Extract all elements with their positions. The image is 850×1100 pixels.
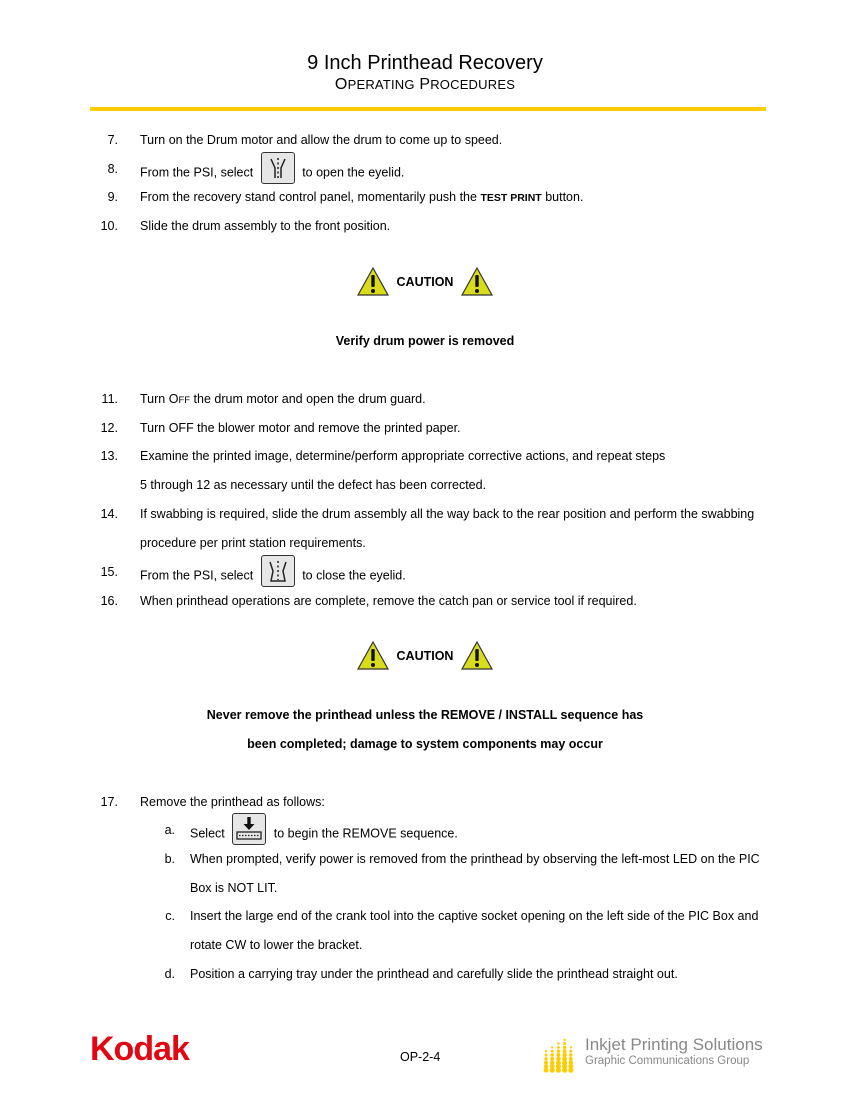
logo-dot bbox=[545, 1050, 547, 1052]
step-number: 12. bbox=[100, 421, 118, 435]
subtitle-part: ROCEDURES bbox=[430, 77, 516, 92]
step-number: 16. bbox=[100, 594, 118, 608]
step-number: 8. bbox=[107, 162, 118, 176]
page-number: OP-2-4 bbox=[400, 1050, 441, 1064]
step-text-part: the drum motor and open the drum guard. bbox=[193, 392, 426, 406]
step-number: 7. bbox=[107, 133, 118, 147]
remove-sequence-icon bbox=[233, 814, 265, 844]
logo-dot bbox=[556, 1068, 561, 1073]
step-text-part: Select bbox=[190, 826, 225, 841]
step-text-part: Turn O bbox=[140, 392, 179, 406]
step-text: Slide the drum assembly to the front position. bbox=[140, 219, 391, 233]
substep-letter: a. bbox=[164, 823, 175, 837]
step-text: Position a carrying tray under the printhead and carefully slide the printhead straight out. bbox=[190, 967, 678, 981]
step-number: 10. bbox=[100, 219, 118, 233]
eyelid-close-icon bbox=[262, 556, 294, 586]
step-text: Box is NOT LIT. bbox=[190, 881, 278, 895]
logo-dot bbox=[563, 1049, 567, 1053]
warning-icon bbox=[357, 267, 389, 296]
step-text: When prompted, verify power is removed from the printhead by observing the left-most LED on the PIC bbox=[190, 852, 760, 866]
remove-sequence-button[interactable] bbox=[232, 813, 266, 845]
step-text bbox=[190, 822, 458, 846]
step-number: 15. bbox=[100, 565, 118, 579]
logo-dot bbox=[563, 1042, 566, 1045]
logo-dot bbox=[563, 1039, 565, 1041]
logo-dot bbox=[568, 1068, 573, 1073]
step-text: If swabbing is required, slide the drum assembly all the way back to the rear position and perform the swabbing bbox=[140, 507, 755, 521]
step-text-part: button. bbox=[545, 190, 584, 204]
step-text: Turn on the Drum motor and allow the drum to come up to speed. bbox=[140, 133, 503, 147]
caution-message: been completed; damage to system components may occur bbox=[247, 737, 603, 751]
division-subtitle: Graphic Communications Group bbox=[585, 1055, 750, 1067]
logo-dot bbox=[563, 1046, 566, 1049]
substep-letter: b. bbox=[164, 852, 175, 866]
step-text bbox=[140, 189, 583, 206]
logo-dot bbox=[544, 1057, 547, 1060]
step-text-part: to close the eyelid. bbox=[302, 568, 406, 583]
caution-message: Never remove the printhead unless the REMOVE / INSTALL sequence has bbox=[206, 708, 644, 722]
logo-dot bbox=[550, 1068, 555, 1073]
step-text bbox=[140, 564, 406, 588]
logo-dot bbox=[545, 1054, 548, 1057]
step-number: 14. bbox=[100, 507, 118, 521]
logo-dot bbox=[570, 1046, 572, 1048]
warning-icon bbox=[461, 641, 493, 670]
eyelid-open-button[interactable] bbox=[261, 152, 295, 184]
caution-label: CAUTION bbox=[396, 648, 454, 663]
step-text-part: to begin the REMOVE sequence. bbox=[273, 826, 458, 841]
logo-dot bbox=[551, 1046, 553, 1048]
logo-dot bbox=[562, 1068, 567, 1073]
step-text: Turn OFF the blower motor and remove the printed paper. bbox=[140, 421, 461, 435]
logo-dot bbox=[551, 1053, 554, 1056]
kodak-logo: Kodak bbox=[90, 1030, 189, 1068]
inkjet-dots-logo-icon bbox=[543, 1033, 575, 1075]
division-title: Inkjet Printing Solutions bbox=[585, 1035, 763, 1054]
test-print-label: TEST PRINT bbox=[480, 192, 542, 204]
step-text: When printhead operations are complete, remove the catch pan or service tool if required. bbox=[140, 594, 637, 608]
step-text bbox=[140, 391, 426, 409]
step-number: 9. bbox=[107, 190, 118, 204]
step-number: 11. bbox=[101, 392, 118, 406]
logo-dot bbox=[556, 1053, 560, 1057]
eyelid-open-icon bbox=[262, 153, 294, 183]
step-text: Examine the printed image, determine/perform appropriate corrective actions, and repeat steps bbox=[140, 449, 666, 463]
logo-dot bbox=[551, 1050, 554, 1053]
step-text-part: to open the eyelid. bbox=[302, 165, 405, 180]
logo-dot bbox=[557, 1042, 559, 1044]
logo-dot bbox=[544, 1068, 549, 1073]
substep-letter: d. bbox=[164, 967, 175, 981]
step-text: procedure per print station requirements. bbox=[140, 536, 366, 550]
logo-dot bbox=[569, 1057, 573, 1061]
step-text-part: From the PSI, select bbox=[140, 165, 254, 180]
logo-dot bbox=[557, 1046, 560, 1049]
logo-dot bbox=[557, 1050, 560, 1053]
caution-banner bbox=[0, 641, 850, 670]
logo-dot bbox=[550, 1057, 554, 1061]
step-text: rotate CW to lower the bracket. bbox=[190, 938, 363, 952]
logo-dot bbox=[544, 1061, 548, 1065]
step-number: 17. bbox=[100, 795, 118, 809]
header-rule bbox=[90, 107, 766, 111]
step-text: 5 through 12 as necessary until the defect has been corrected. bbox=[140, 478, 487, 492]
caution-banner bbox=[0, 267, 850, 296]
step-text-part: FF bbox=[178, 395, 191, 406]
eyelid-close-button[interactable] bbox=[261, 555, 295, 587]
page-header bbox=[0, 51, 850, 95]
step-text-part: From the recovery stand control panel, momentarily push the bbox=[140, 190, 477, 204]
warning-icon bbox=[357, 641, 389, 670]
step-number: 13. bbox=[100, 449, 118, 463]
subtitle-initial: P bbox=[419, 76, 431, 93]
step-text-part: From the PSI, select bbox=[140, 568, 254, 583]
substep-letter: c. bbox=[165, 909, 175, 923]
logo-dot bbox=[569, 1050, 572, 1053]
subtitle-part: PERATING bbox=[347, 77, 415, 92]
caution-label: CAUTION bbox=[396, 274, 454, 289]
document-subtitle bbox=[0, 75, 850, 95]
warning-icon bbox=[461, 267, 493, 296]
caution-message: Verify drum power is removed bbox=[335, 334, 515, 348]
step-text bbox=[140, 161, 404, 185]
document-title: 9 Inch Printhead Recovery bbox=[307, 52, 543, 74]
step-text: Insert the large end of the crank tool into the captive socket opening on the left side of the PIC Box and bbox=[190, 909, 759, 923]
subtitle-initial: O bbox=[334, 76, 348, 93]
logo-dot bbox=[569, 1053, 572, 1056]
step-text: Remove the printhead as follows: bbox=[140, 795, 325, 809]
